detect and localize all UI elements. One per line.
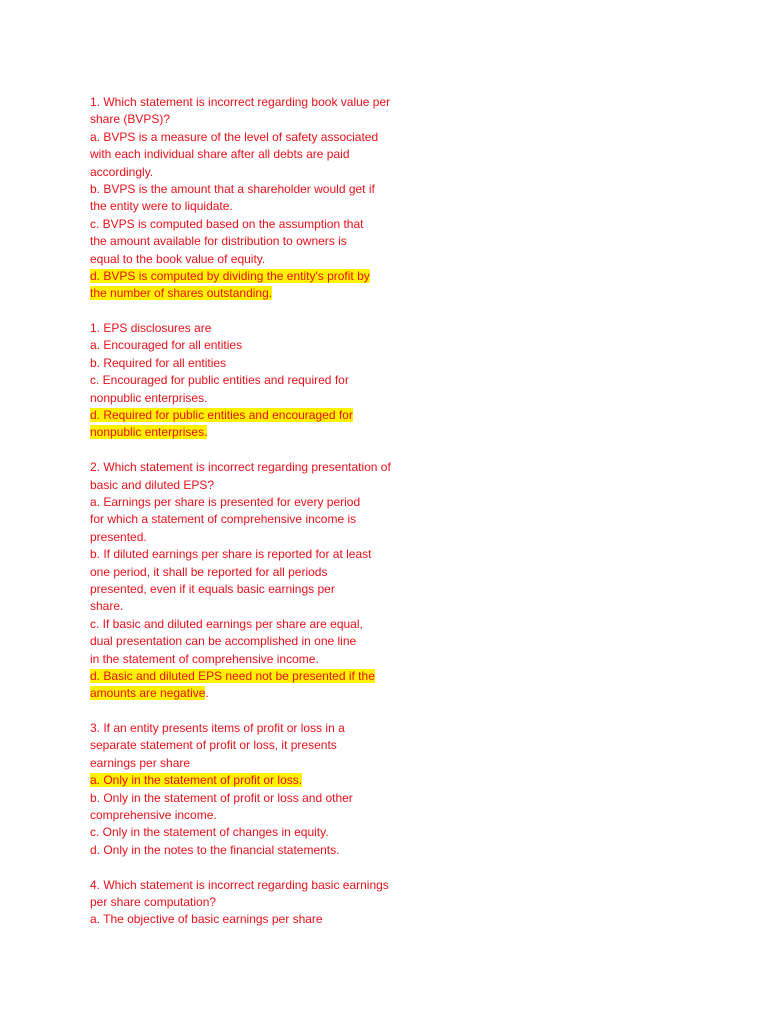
- document-page: [90, 94, 430, 929]
- option-c: c. If basic and diluted earnings per share are equal,: [90, 616, 363, 631]
- option-a: with each individual share after all debts are paid: [90, 147, 350, 162]
- option-c: the amount available for distribution to owners is: [90, 234, 347, 249]
- option-c: c. BVPS is computed based on the assumption that: [90, 216, 364, 231]
- highlighted-answer: a. Only in the statement of profit or loss.: [90, 773, 303, 788]
- question-text: basic and diluted EPS?: [90, 477, 215, 492]
- option-a: a. The objective of basic earnings per share: [90, 912, 323, 927]
- question-bvps: [90, 94, 430, 303]
- option-b: b. Only in the statement of profit or loss and other: [90, 790, 353, 805]
- option-b: b. BVPS is the amount that a shareholder would get if: [90, 181, 375, 196]
- question-eps-statement: [90, 720, 430, 859]
- option-c: equal to the book value of equity.: [90, 251, 266, 266]
- question-text: 1. Which statement is incorrect regarding book value per: [90, 95, 391, 109]
- option-c: c. Encouraged for public entities and required for: [90, 373, 349, 388]
- option-a: presented.: [90, 529, 147, 544]
- option-b: share.: [90, 599, 124, 614]
- highlighted-answer: amounts are negative: [90, 686, 206, 701]
- question-text: 1. EPS disclosures are: [90, 321, 212, 336]
- highlighted-answer: d. Required for public entities and encouraged for: [90, 408, 353, 423]
- question-text: 4. Which statement is incorrect regarding basic earnings: [90, 877, 389, 892]
- answer-period: .: [205, 686, 209, 701]
- question-text: per share computation?: [90, 894, 217, 909]
- option-a: a. Encouraged for all entities: [90, 338, 243, 353]
- question-text: earnings per share: [90, 755, 191, 770]
- option-a: a. BVPS is a measure of the level of safety associated: [90, 129, 379, 144]
- highlighted-answer: d. BVPS is computed by dividing the entity's profit by: [90, 268, 370, 283]
- highlighted-answer: the number of shares outstanding.: [90, 286, 273, 301]
- option-d: d. Only in the notes to the financial statements.: [90, 842, 340, 857]
- option-b: one period, it shall be reported for all periods: [90, 564, 328, 579]
- option-b: the entity were to liquidate.: [90, 199, 233, 214]
- option-b: b. If diluted earnings per share is reported for at least: [90, 547, 372, 562]
- option-c: nonpublic enterprises.: [90, 390, 208, 405]
- option-c: c. Only in the statement of changes in equity.: [90, 825, 329, 840]
- question-basic-eps: [90, 877, 430, 929]
- option-c: dual presentation can be accomplished in one line: [90, 634, 357, 649]
- option-b: presented, even if it equals basic earnings per: [90, 581, 335, 596]
- question-text: separate statement of profit or loss, it presents: [90, 738, 337, 753]
- highlighted-answer: nonpublic enterprises.: [90, 425, 208, 440]
- option-b: comprehensive income.: [90, 808, 217, 823]
- option-b: b. Required for all entities: [90, 355, 227, 370]
- question-text: share (BVPS)?: [90, 112, 171, 127]
- option-a: for which a statement of comprehensive income is: [90, 512, 357, 527]
- option-c: in the statement of comprehensive income.: [90, 651, 319, 666]
- question-text: 2. Which statement is incorrect regarding presentation of: [90, 460, 391, 475]
- question-eps-presentation: [90, 459, 430, 702]
- option-a: accordingly.: [90, 164, 154, 179]
- highlighted-answer: d. Basic and diluted EPS need not be presented if the: [90, 668, 375, 683]
- option-a: a. Earnings per share is presented for every period: [90, 494, 361, 509]
- question-text: 3. If an entity presents items of profit or loss in a: [90, 721, 345, 736]
- question-eps-disclosures: [90, 320, 430, 442]
